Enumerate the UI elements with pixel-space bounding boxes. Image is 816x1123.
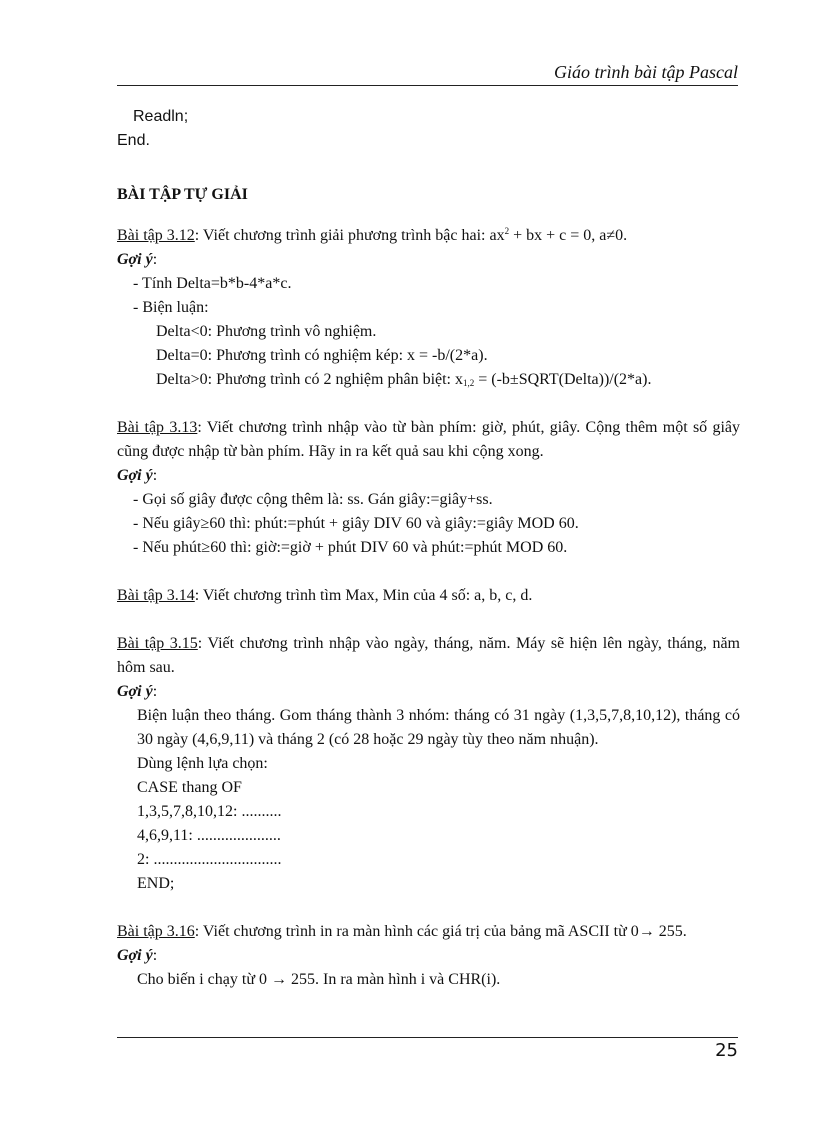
book-title: Giáo trình bài tập Pascal [554, 62, 738, 82]
hint-line: - Nếu phút≥60 thì: giờ:=giờ + phút DIV 60 và phút:=phút MOD 60. [133, 539, 568, 556]
exercise-3-14: Bài tập 3.14: Viết chương trình tìm Max, Min của 4 số: a, b, c, d. [117, 587, 533, 604]
exercise-label: Bài tập 3.14 [117, 587, 195, 604]
code-line: Readln; [133, 108, 189, 125]
page-header [117, 58, 738, 86]
hint-line: Cho biến i chạy từ 0 → 255. In ra màn hình i và CHR(i). [137, 971, 501, 988]
hint-line: Delta=0: Phương trình có nghiệm kép: x = -b/(2*a). [156, 347, 488, 364]
exercise-label: Bài tập 3.12 [117, 227, 195, 244]
exercise-3-15: Bài tập 3.15: Viết chương trình nhập vào ngày, tháng, năm. Máy sẽ hiện lên ngày, tháng, năm hôm sau. [117, 635, 740, 676]
hint-line: CASE thang OF [137, 779, 242, 796]
hint-label-line: Gợi ý: [117, 947, 158, 964]
hint-line: 2: ................................ [137, 851, 282, 868]
hint-line: - Tính Delta=b*b-4*a*c. [133, 275, 292, 292]
section-title: BÀI TẬP TỰ GIẢI [117, 186, 248, 203]
hint-line: Delta<0: Phương trình vô nghiệm. [156, 323, 377, 340]
hint-line: - Nếu giây≥60 thì: phút:=phút + giây DIV 60 và giây:=giây MOD 60. [133, 515, 579, 532]
hint-line: 1,3,5,7,8,10,12: .......... [137, 803, 282, 820]
page-number: 25 [715, 1040, 738, 1061]
exercise-label: Bài tập 3.13 [117, 419, 198, 436]
exercise-3-12: Bài tập 3.12: Viết chương trình giải phương trình bậc hai: $ax^2$ + bx + c = 0, a≠0. [117, 226, 628, 244]
hint-label-line: Gợi ý: [117, 467, 158, 484]
hint-line: Delta>0: Phương trình có 2 nghiệm phân biệt: $x_{1,2}$ = (-b±SQRT(Delta))/(2*a). [156, 371, 652, 388]
page-content [117, 105, 740, 992]
exercise-label: Bài tập 3.16 [117, 923, 195, 940]
hint-label: Gợi ý [117, 251, 153, 268]
hint-paragraph: Biện luận theo tháng. Gom tháng thành 3 nhóm: tháng có 31 ngày (1,3,5,7,8,10,12), tháng có 30 ngày (4,6,9,11) và tháng 2 (có 28 hoặc 29 ngày tùy theo năm nhuận). [137, 707, 740, 748]
exercise-3-16: Bài tập 3.16: Viết chương trình in ra màn hình các giá trị của bảng mã ASCII từ 0→ 255. [117, 923, 687, 940]
hint-line: - Gọi số giây được cộng thêm là: ss. Gán giây:=giây+ss. [133, 491, 493, 508]
page-footer [117, 1037, 738, 1061]
hint-line: - Biện luận: [133, 299, 209, 316]
hint-label-line: Gợi ý: [117, 683, 158, 700]
hint-line: 4,6,9,11: ..................... [137, 827, 281, 844]
code-line: End. [117, 132, 150, 149]
exercise-3-13: Bài tập 3.13: Viết chương trình nhập vào từ bàn phím: giờ, phút, giây. Cộng thêm một số giây cũng được nhập từ bàn phím. Hãy in ra kết quả sau khi cộng xong. [117, 419, 741, 460]
hint-label: Gợi ý [117, 947, 153, 964]
hint-label-line: Gợi ý: [117, 251, 158, 268]
exercise-label: Bài tập 3.15 [117, 635, 198, 652]
hint-label: Gợi ý [117, 467, 153, 484]
hint-line: END; [137, 875, 175, 892]
hint-line: Dùng lệnh lựa chọn: [137, 755, 268, 772]
hint-label: Gợi ý [117, 683, 153, 700]
